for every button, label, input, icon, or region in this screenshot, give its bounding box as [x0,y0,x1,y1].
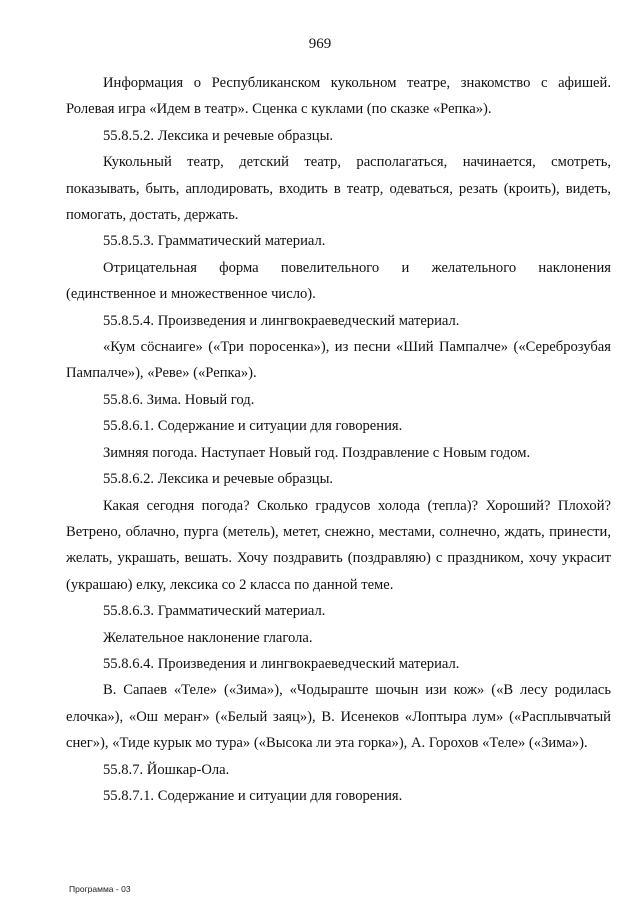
paragraph-grammar-imperative: Отрицательная форма повелительного и желательного наклонения (единственное и множественное число). [66,259,611,303]
paragraph-theatre-vocabulary: Кукольный театр, детский театр, располагаться, начинается, смотреть, показывать, быть, аплодировать, входить в театр, одеваться, резать (кроить), видеть, помогать, достать, держать. [66,154,611,224]
paragraph-winter-situations: Зимняя погода. Наступает Новый год. Поздравление с Новым годом. [103,444,531,461]
heading-55-8-7-1: 55.8.7.1. Содержание и ситуации для говорения. [103,787,403,804]
paragraph-winter-vocabulary: Какая сегодня погода? Сколько градусов холода (тепла)? Хороший? Плохой? Ветрено, облачно, пурга (метель), метет, снежно, местами, солнечно, ждать, принести, желать, украшать, вешать. Хочу поздравить (поздравляю) с праздником, хочу украсит (украшаю) елку, лексика со 2 класса по данной теме. [66,497,611,593]
paragraph-theatre-info: Информация о Республиканском кукольном театре, знакомство с афишей. Ролевая игра «Идем в театр». Сценка с куклами (по сказке «Репка»). [66,75,611,118]
paragraph-grammar-optative: Желательное наклонение глагола. [103,629,313,646]
heading-55-8-6-3: 55.8.6.3. Грамматический материал. [103,603,326,620]
heading-55-8-6-1: 55.8.6.1. Содержание и ситуации для говорения. [103,418,403,435]
paragraph-works-winter: В. Сапаев «Теле» («Зима»), «Чодыраште шочын изи кож» («В лесу родилась елочка»), «Ош мераҥ» («Белый заяц»), В. Исенеков «Лоптыра лум» («Расплывчатый снег»), «Тиде курык мо тура» («Высока ли эта горка»), А. Горохов «Теле» («Зима»). [66,682,611,752]
heading-55-8-6-2: 55.8.6.2. Лексика и речевые образцы. [103,471,334,488]
document-body [66,70,611,809]
footer-program-label: Программа - 03 [69,884,131,894]
heading-55-8-5-4: 55.8.5.4. Произведения и лингвокраеведческий материал. [103,312,460,329]
heading-55-8-7: 55.8.7. Йошкар-Ола. [103,761,230,778]
heading-55-8-6-4: 55.8.6.4. Произведения и лингвокраеведческий материал. [103,655,460,672]
heading-55-8-5-2: 55.8.5.2. Лексика и речевые образцы. [103,127,334,144]
heading-55-8-6: 55.8.6. Зима. Новый год. [103,391,255,408]
paragraph-works-theatre: «Кум сӧснаигe» («Три поросенка»), из песни «Ший Пампалче» («Сереброзубая Пампалче»), «Реве» («Репка»). [66,339,611,382]
heading-55-8-5-3: 55.8.5.3. Грамматический материал. [103,233,326,250]
page-number: 969 [308,36,332,52]
